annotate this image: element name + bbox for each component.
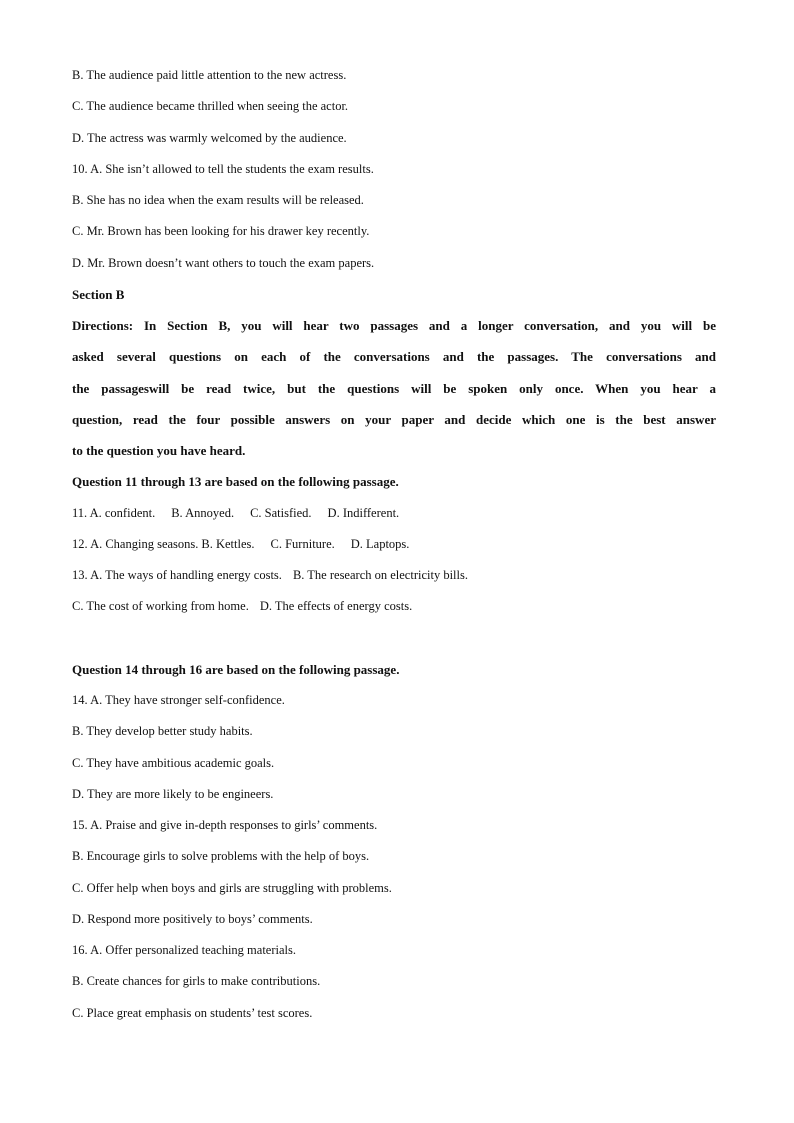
directions-line-3: the passageswill be read twice, but the questions will be spoken only once. When you hear a	[72, 380, 716, 396]
q13-line-1	[72, 560, 794, 591]
directions-line-1: Directions: In Section B, you will hear two passages and a longer conversation, and you will be	[72, 318, 716, 333]
q13-number: 13.	[72, 568, 88, 582]
q11-option-a: A. confident.	[89, 505, 156, 520]
q16-option-b: B. Create chances for girls to make contributions.	[72, 974, 321, 989]
q13-option-a: A. The ways of handling energy costs.	[90, 568, 282, 582]
q13-option-b: B. The research on electricity bills.	[292, 568, 468, 582]
q14-number: 14.	[72, 693, 88, 707]
q16-option-a: A. Offer personalized teaching materials.	[90, 943, 296, 957]
q11-option-b: B. Annoyed.	[171, 505, 235, 520]
q15-option-b: B. Encourage girls to solve problems with the help of boys.	[72, 849, 370, 864]
q11-line	[72, 498, 794, 529]
q9-option-d: D. The actress was warmly welcomed by the audience.	[72, 130, 347, 145]
q10-option-a-line	[72, 154, 794, 185]
q14-option-a: A. They have stronger self-confidence.	[90, 693, 285, 707]
q14-option-c: C. They have ambitious academic goals.	[72, 755, 275, 770]
q14-option-b: B. They develop better study habits.	[72, 724, 253, 739]
group-1-heading: Question 11 through 13 are based on the following passage.	[72, 474, 399, 490]
q11-option-d: D. Indifferent.	[327, 505, 400, 520]
q16-number: 16.	[72, 943, 88, 957]
q13-line-2	[72, 591, 794, 622]
q11-number: 11.	[72, 505, 88, 520]
q10-option-c: C. Mr. Brown has been looking for his drawer key recently.	[72, 224, 370, 239]
q16-option-a-line	[72, 935, 794, 966]
q15-option-a: A. Praise and give in-depth responses to girls’ comments.	[90, 818, 378, 832]
q15-option-d: D. Respond more positively to boys’ comments.	[72, 911, 313, 926]
q9-option-c: C. The audience became thrilled when seeing the actor.	[72, 99, 349, 114]
q13-option-d: D. The effects of energy costs.	[259, 599, 413, 614]
q15-option-a-line	[72, 810, 794, 841]
q14-option-d: D. They are more likely to be engineers.	[72, 786, 274, 801]
section-b-directions	[72, 310, 794, 466]
blank-line	[72, 623, 794, 654]
q12-option-a: A. Changing seasons.	[90, 536, 199, 551]
q10-number: 10.	[72, 161, 88, 176]
directions-line-5: to the question you have heard.	[72, 443, 246, 458]
q9-option-b: B. The audience paid little attention to the new actress.	[72, 68, 347, 82]
q15-number: 15.	[72, 818, 88, 832]
q15-option-c: C. Offer help when boys and girls are struggling with problems.	[72, 880, 392, 895]
q10-option-a: A. She isn’t allowed to tell the students the exam results.	[90, 161, 374, 176]
q12-line	[72, 529, 794, 560]
section-b-heading: Section B	[72, 286, 125, 302]
directions-line-4: question, read the four possible answers on your paper and decide which one is the best answer	[72, 411, 716, 427]
q10-option-b: B. She has no idea when the exam results will be released.	[72, 193, 364, 207]
q12-option-d: D. Laptops.	[350, 536, 410, 551]
directions-line-2: asked several questions on each of the conversations and the passages. The conversations and	[72, 349, 716, 365]
q14-option-a-line	[72, 685, 794, 716]
q12-option-c: C. Furniture.	[270, 536, 335, 551]
q12-option-b: B. Kettles.	[201, 536, 255, 551]
q12-number: 12.	[72, 536, 88, 551]
q10-option-d: D. Mr. Brown doesn’t want others to touch the exam papers.	[72, 255, 375, 270]
q16-option-c: C. Place great emphasis on students’ test scores.	[72, 1005, 313, 1020]
q13-option-c: C. The cost of working from home.	[72, 599, 249, 614]
group-2-heading: Question 14 through 16 are based on the following passage.	[72, 661, 400, 677]
q11-option-c: C. Satisfied.	[250, 505, 312, 520]
